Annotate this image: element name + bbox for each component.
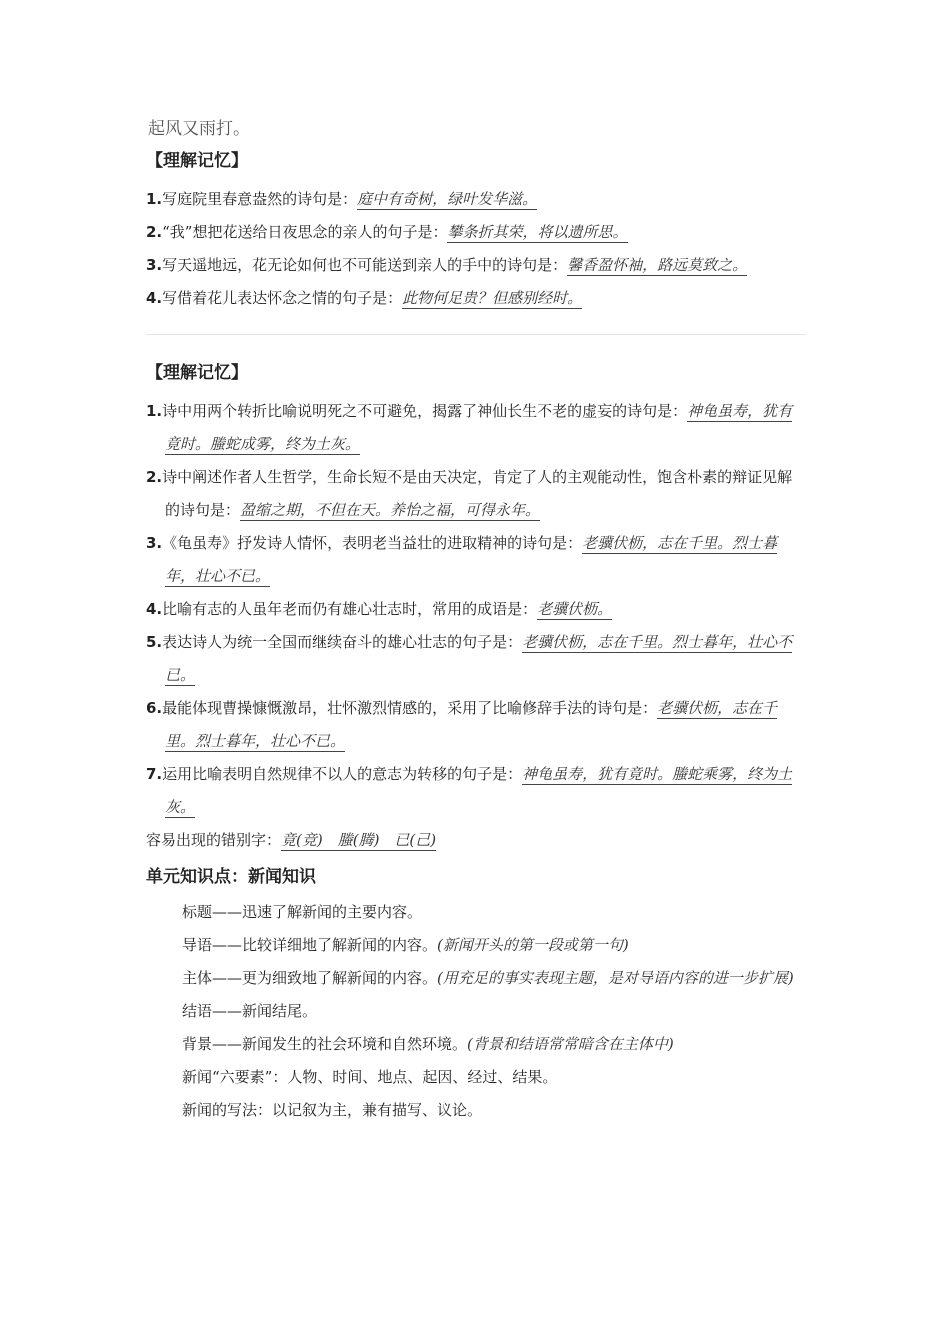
answer-text: 攀条折其荣，将以遗所思。 [447, 223, 628, 241]
typo-values: 竟(竞) 螣(腾) 已(己) [281, 831, 437, 849]
answer-text: 老骥伏枥，志在千里。烈士暮年，壮心不已。 [165, 534, 778, 585]
list-item: 4.写借着花儿表达怀念之情的句子是：此物何足贵？但感别经时。 [146, 289, 583, 307]
section-heading: 【理解记忆】 [146, 363, 248, 383]
answer-text: 老骥伏枥，志在千里。烈士暮年，壮心不已。 [165, 633, 793, 684]
answer-text: 神龟虽寿，犹有竟时。螣蛇乘雾，终为土灰。 [165, 765, 793, 816]
answer-text: 神龟虽寿，犹有竟时。螣蛇成雾，终为土灰。 [165, 402, 793, 453]
list-item: 2.“我”想把花送给日夜思念的亲人的句子是：攀条折其荣，将以遗所思。 [146, 223, 628, 241]
news-line: 标题——迅速了解新闻的主要内容。 [182, 903, 423, 921]
list-item: 3.写天遥地远，花无论如何也不可能送到亲人的手中的诗句是：馨香盈怀袖，路远莫致之。 [146, 256, 748, 274]
list-item: 1.诗中用两个转折比喻说明死之不可避免，揭露了神仙长生不老的虚妄的诗句是：神龟虽寿，犹有竟时。螣蛇成雾，终为土灰。 [146, 402, 793, 453]
typo-note: 容易出现的错别字：竟(竞) 螣(腾) 已(己) [146, 831, 437, 849]
news-line: 新闻“六要素”：人物、时间、地点、起因、经过、结果。 [182, 1068, 558, 1086]
list-item: 7.运用比喻表明自然规律不以人的意志为转移的句子是：神龟虽寿，犹有竟时。螣蛇乘雾，终为土灰。 [146, 765, 793, 816]
section-heading: 【理解记忆】 [146, 151, 248, 171]
list-item: 1.写庭院里春意盎然的诗句是：庭中有奇树，绿叶发华滋。 [146, 190, 538, 208]
list-item: 5.表达诗人为统一全国而继续奋斗的雄心壮志的句子是：老骥伏枥，志在千里。烈士暮年，壮心不已。 [146, 633, 793, 684]
cropped-text-fragment: 起风又雨打。 [148, 119, 250, 139]
section-divider [146, 334, 806, 335]
news-line: 新闻的写法：以记叙为主，兼有描写、议论。 [182, 1101, 483, 1119]
news-line: 主体——更为细致地了解新闻的内容。(用充足的事实表现主题，是对导语内容的进一步扩展) [182, 969, 794, 987]
unit-title: 单元知识点：新闻知识 [146, 867, 316, 887]
answer-text: 此物何足贵？但感别经时。 [402, 289, 583, 307]
list-item: 3.《龟虽寿》抒发诗人情怀，表明老当益壮的进取精神的诗句是：老骥伏枥，志在千里。烈士暮年，壮心不已。 [146, 534, 778, 585]
news-line: 导语——比较详细地了解新闻的内容。(新闻开头的第一段或第一句) [182, 936, 629, 954]
answer-text: 庭中有奇树，绿叶发华滋。 [357, 190, 538, 208]
section-memory-1 [146, 146, 806, 315]
answer-text: 馨香盈怀袖，路远莫致之。 [567, 256, 748, 274]
answer-text: 老骥伏枥，志在千里。烈士暮年，壮心不已。 [165, 699, 778, 750]
answer-text: 盈缩之期，不但在天。养怡之福，可得永年。 [240, 501, 541, 519]
news-knowledge-list [146, 896, 806, 1127]
list-item: 6.最能体现曹操慷慨激昂，壮怀激烈情感的，采用了比喻修辞手法的诗句是：老骥伏枥，志在千里。烈士暮年，壮心不已。 [146, 699, 778, 750]
section-memory-2 [146, 358, 806, 857]
news-line: 结语——新闻结尾。 [182, 1002, 318, 1020]
list-item: 4.比喻有志的人虽年老而仍有雄心壮志时，常用的成语是：老骥伏枥。 [146, 600, 613, 618]
answer-text: 老骥伏枥。 [537, 600, 613, 618]
news-line: 背景——新闻发生的社会环境和自然环境。(背景和结语常常暗含在主体中) [182, 1035, 674, 1053]
list-item: 2.诗中阐述作者人生哲学，生命长短不是由天决定，肯定了人的主观能动性，饱含朴素的辩证见解的诗句是：盈缩之期，不但在天。养怡之福，可得永年。 [146, 468, 793, 519]
